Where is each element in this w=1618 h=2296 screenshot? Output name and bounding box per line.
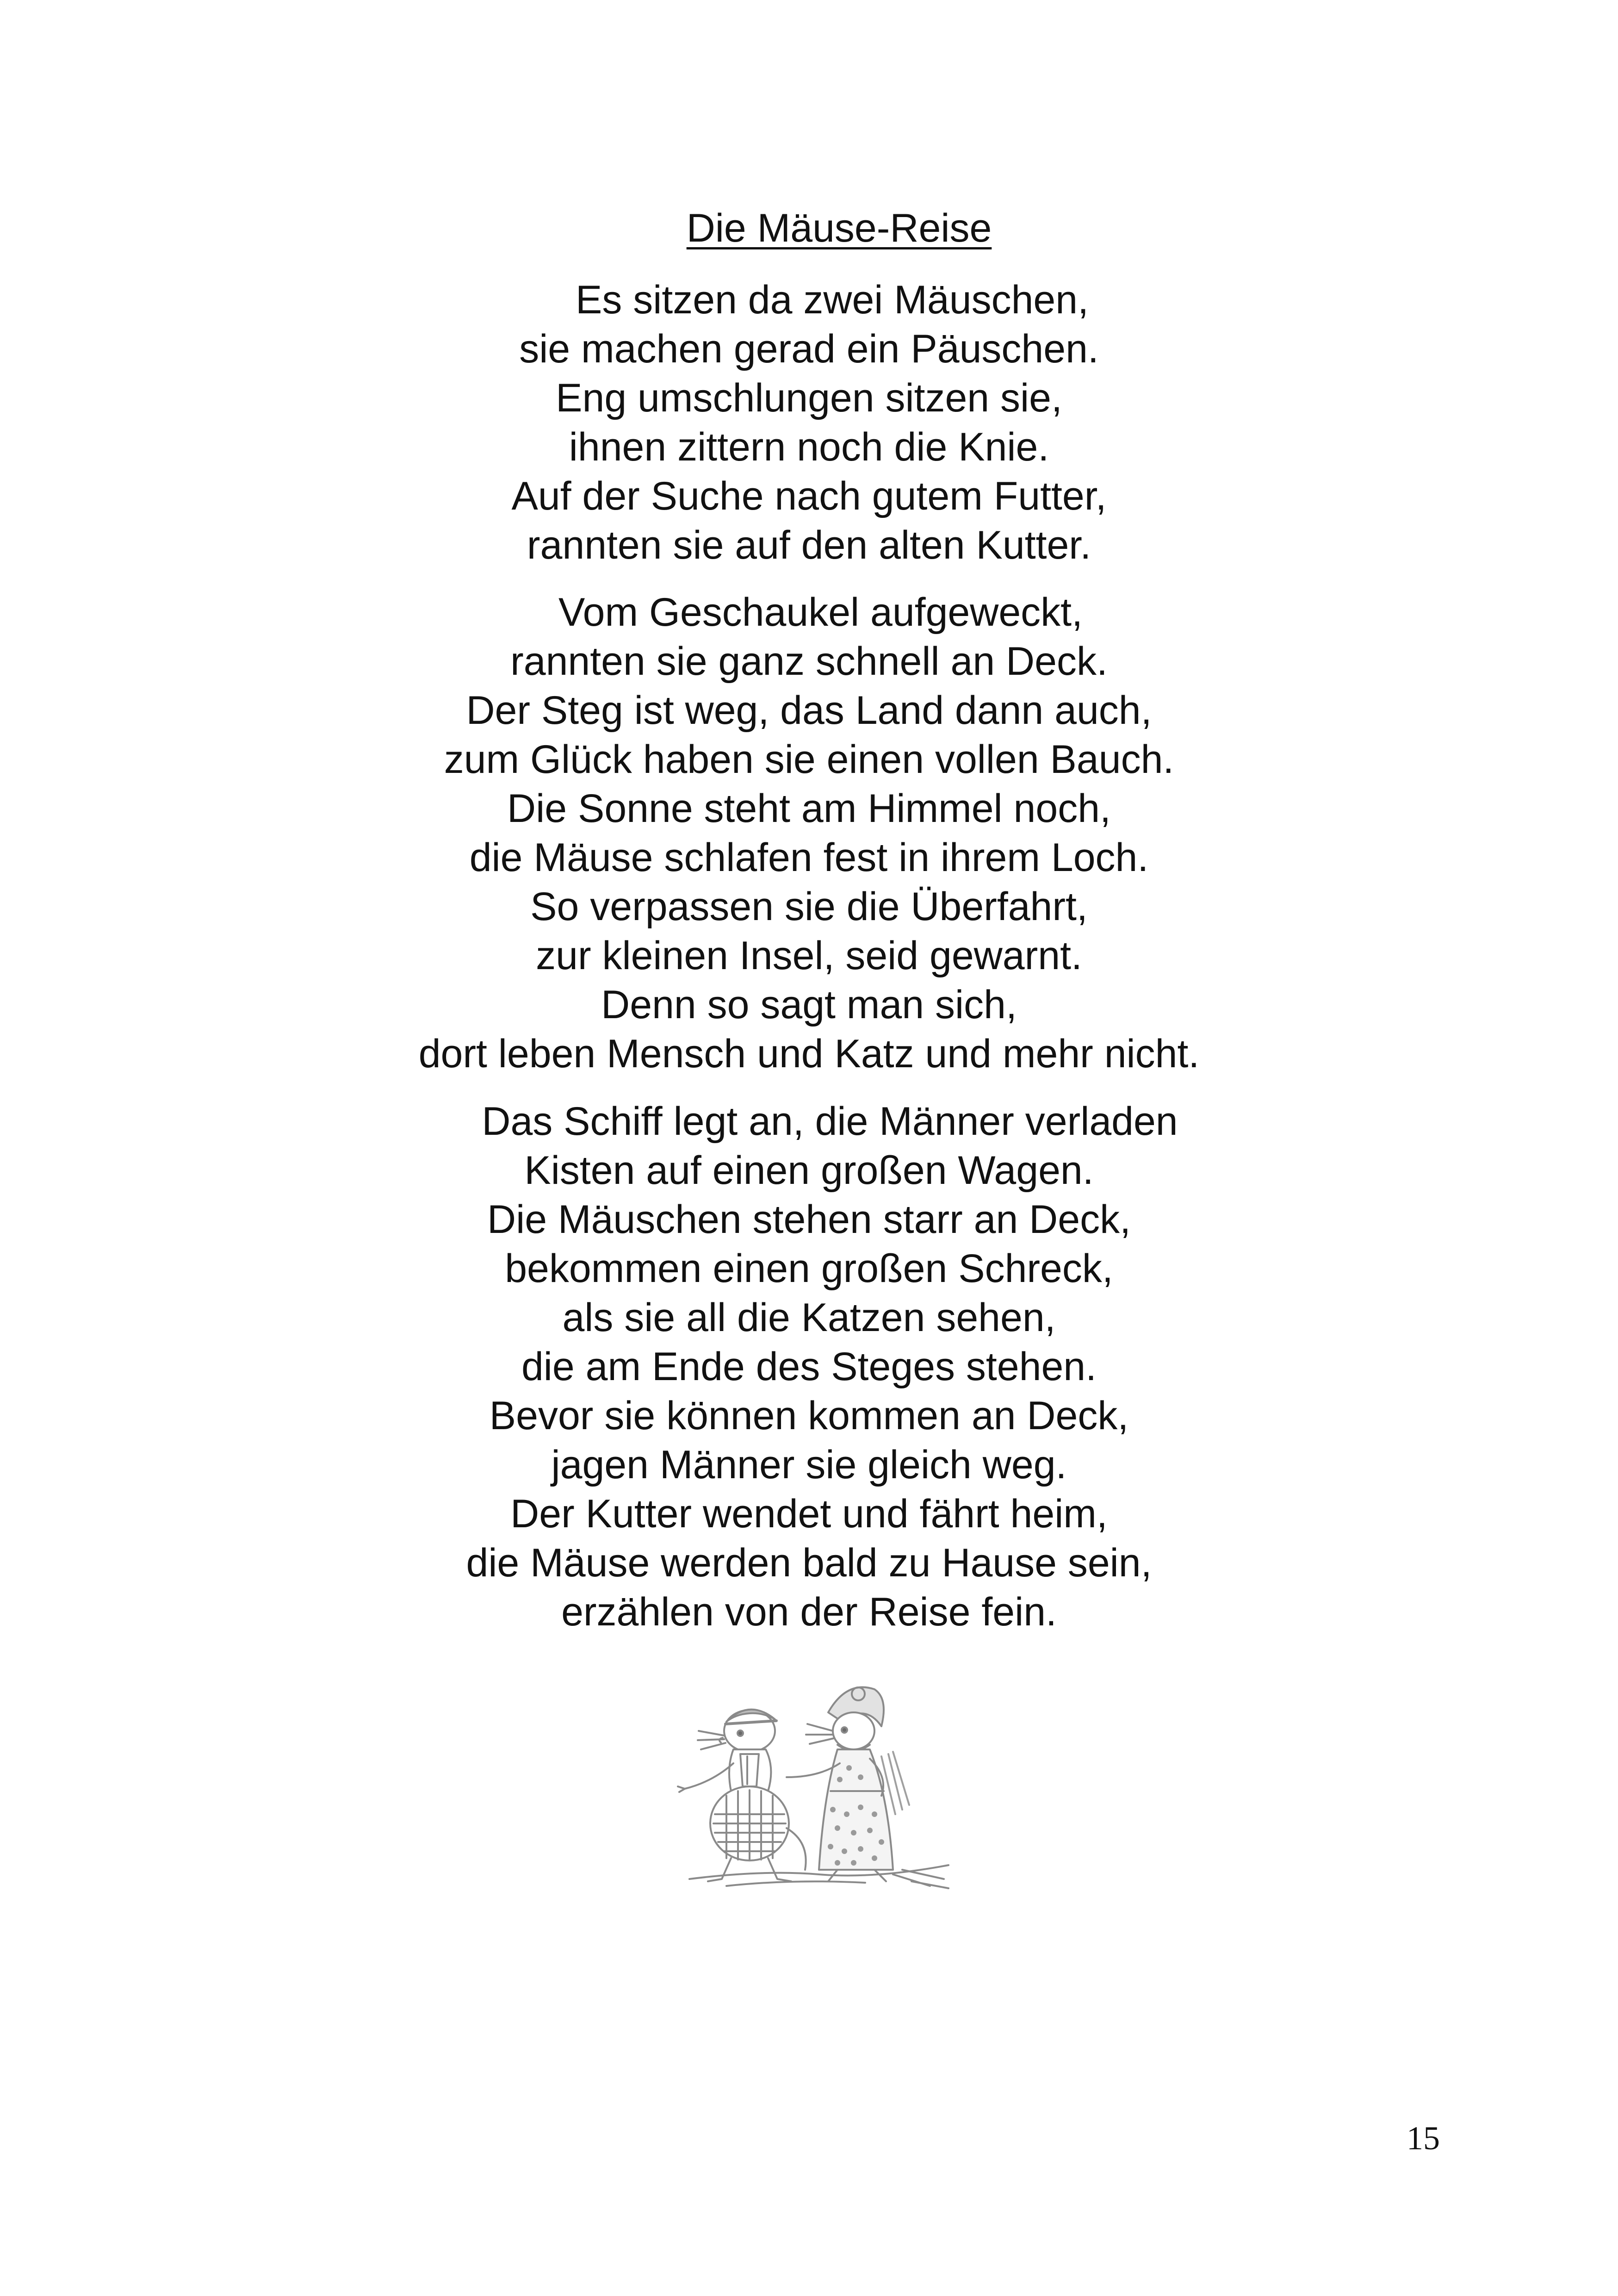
poem-line: Der Kutter wendet und fährt heim, bbox=[510, 1492, 1108, 1536]
poem-line: Das Schiff legt an, die Männer verladen bbox=[482, 1099, 1178, 1144]
page-number: 15 bbox=[1407, 2120, 1440, 2157]
poem-line: ihnen zittern noch die Knie. bbox=[569, 425, 1049, 469]
poem-line: dort leben Mensch und Katz und mehr nicht. bbox=[418, 1032, 1200, 1076]
poem-line: die am Ende des Steges stehen. bbox=[521, 1344, 1097, 1389]
poem-line: Auf der Suche nach gutem Futter, bbox=[511, 474, 1107, 518]
poem-line: Die Sonne steht am Himmel noch, bbox=[507, 786, 1111, 831]
stanza-3 bbox=[0, 1097, 1618, 1636]
poem-line: Der Steg ist weg, das Land dann auch, bbox=[466, 688, 1152, 733]
poem-line: die Mäuse schlafen fest in ihrem Loch. bbox=[469, 835, 1149, 880]
poem-line: rannten sie auf den alten Kutter. bbox=[527, 523, 1091, 567]
poem-line: bekommen einen großen Schreck, bbox=[505, 1246, 1113, 1291]
poem-line: Eng umschlungen sitzen sie, bbox=[556, 376, 1062, 420]
poem-line: Es sitzen da zwei Mäuschen, bbox=[576, 278, 1089, 322]
poem-line: Denn so sagt man sich, bbox=[601, 983, 1017, 1027]
poem-line: Bevor sie können kommen an Deck, bbox=[489, 1394, 1129, 1438]
poem-line: Die Mäuschen stehen starr an Deck, bbox=[487, 1197, 1131, 1242]
poem-title bbox=[0, 204, 1618, 253]
poem-line: die Mäuse werden bald zu Hause sein, bbox=[466, 1541, 1152, 1585]
stanza-2 bbox=[0, 588, 1618, 1078]
poem-line: zum Glück haben sie einen vollen Bauch. bbox=[444, 737, 1174, 782]
poem-title-text: Die Mäuse-Reise bbox=[686, 206, 992, 250]
poem-line: Vom Geschaukel aufgeweckt, bbox=[558, 590, 1083, 635]
poem-line: Kisten auf einen großen Wagen. bbox=[524, 1148, 1094, 1193]
poem-line: So verpassen sie die Überfahrt, bbox=[530, 884, 1088, 929]
poem-line: als sie all die Katzen sehen, bbox=[562, 1295, 1056, 1340]
poem-line: zur kleinen Insel, seid gewarnt. bbox=[536, 933, 1082, 978]
poem-line: rannten sie ganz schnell an Deck. bbox=[510, 639, 1108, 684]
two-dressed-mice-icon bbox=[671, 1675, 967, 1898]
stanza-1 bbox=[0, 275, 1618, 570]
poem-line: sie machen gerad ein Päuschen. bbox=[519, 327, 1099, 371]
poem-line: erzählen von der Reise fein. bbox=[561, 1590, 1057, 1634]
poem-line: jagen Männer sie gleich weg. bbox=[551, 1443, 1067, 1487]
